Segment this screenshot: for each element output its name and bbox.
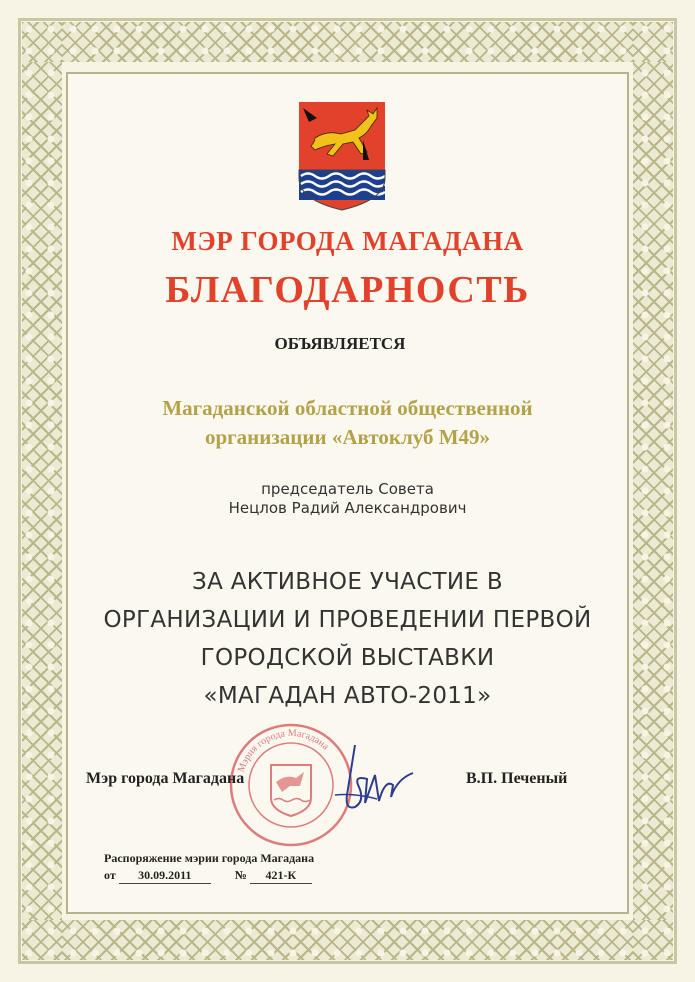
coat-of-arms-icon [297,100,387,212]
handwritten-signature-icon [325,735,425,825]
order-number: 421-К [250,868,312,884]
recipient-chair [66,480,629,518]
document-title: БЛАГОДАРНОСТЬ [165,269,530,311]
org-line-2: организации «Автоклуб М49» [204,425,491,449]
chair-position: председатель Совета [261,480,434,498]
signer-name: В.П. Печеный [466,770,568,787]
svg-text:Мэрия города Магадана [236,728,331,774]
stamp-text: Мэрия города Магадана [235,727,331,774]
announced-label: ОБЪЯВЛЯЕТСЯ [274,334,406,353]
order-details [104,868,312,884]
reason-line-3: ГОРОДСКОЙ ВЫСТАВКИ [200,645,495,671]
chair-name: Нецлов Радий Александрович [228,499,467,517]
org-line-1: Магаданской областной общественной [162,396,533,420]
reason-line-4: «МАГАДАН АВТО-2011» [203,683,492,709]
order-from-label: от [104,868,116,882]
order-number-label: № [234,868,247,882]
recipient-organization [66,394,629,452]
order-title: Распоряжение мэрии города Магадана [104,851,315,865]
reason-line-2: ОРГАНИЗАЦИИ И ПРОВЕДЕНИИ ПЕРВОЙ [103,607,592,633]
award-reason [66,563,629,715]
reason-line-1: ЗА АКТИВНОЕ УЧАСТИЕ В [192,569,503,595]
order-date: 30.09.2011 [119,868,211,884]
signer-position: Мэр города Магадана [86,770,245,787]
mayor-title: МЭР ГОРОДА МАГАДАНА [171,226,524,256]
